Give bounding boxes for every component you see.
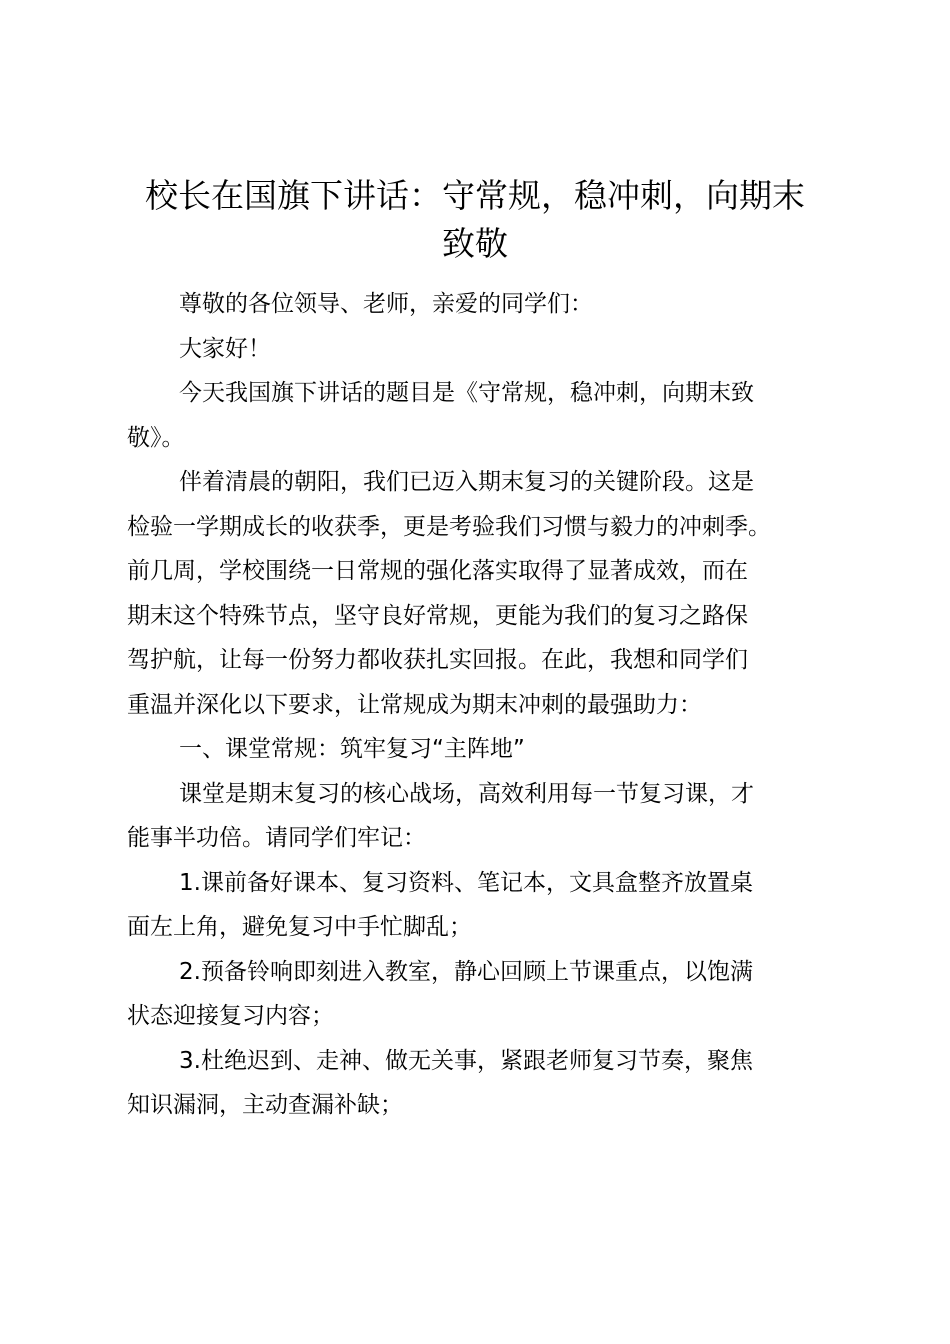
intro-paragraph [127,460,833,727]
document-title [110,172,840,268]
text-line: 今天我国旗下讲话的题目是《守常规，稳冲刺，向期末致 [179,380,754,406]
text-line: 重温并深化以下要求，让常规成为期末冲刺的最强助力： [127,691,702,718]
text-line: 检验一学期成长的收获季，更是考验我们习惯与毅力的冲刺季。 [127,513,771,540]
text-line: 面左上角，避免复习中手忙脚乱； [127,914,472,940]
topic-paragraph [127,371,833,460]
text-line: 2.预备铃响即刻进入教室，静心回顾上节课重点，以饱满 [179,958,753,985]
title-line: 致敬 [442,224,508,263]
text-line: 伴着清晨的朝阳，我们已迈入期末复习的关键阶段。这是 [179,469,754,495]
text-line: 知识漏洞，主动查漏补缺； [127,1092,403,1118]
greeting-paragraph [127,327,833,372]
section-heading [127,727,833,772]
text-line: 尊敬的各位领导、老师，亲爱的同学们： [179,291,593,317]
text-line: 期末这个特殊节点，坚守良好常规，更能为我们的复习之路保 [127,602,748,629]
text-line: 敬》。 [127,424,185,451]
list-item [127,1039,833,1128]
text-line: 大家好！ [179,335,271,362]
salutation-paragraph [127,282,833,327]
section-paragraph [127,772,833,861]
text-line: 驾护航，让每一份努力都收获扎实回报。在此，我想和同学们 [127,647,748,673]
text-line: 能事半功倍。请同学们牢记： [127,825,426,851]
text-line: 3.杜绝迟到、走神、做无关事，紧跟老师复习节奏，聚焦 [179,1047,753,1074]
list-item [127,950,833,1039]
list-item [127,861,833,950]
document-body [127,282,833,1128]
text-line: 状态迎接复习内容； [127,1003,334,1029]
text-line: 1.课前备好课本、复习资料、笔记本，文具盒整齐放置桌 [179,869,753,896]
text-line: 课堂是期末复习的核心战场，高效利用每一节复习课，才 [179,780,754,807]
text-line: 前几周，学校围绕一日常规的强化落实取得了显著成效，而在 [127,558,748,584]
title-line: 校长在国旗下讲话：守常规，稳冲刺，向期末 [145,176,805,215]
text-line: 一、课堂常规：筑牢复习“主阵地” [179,736,525,762]
